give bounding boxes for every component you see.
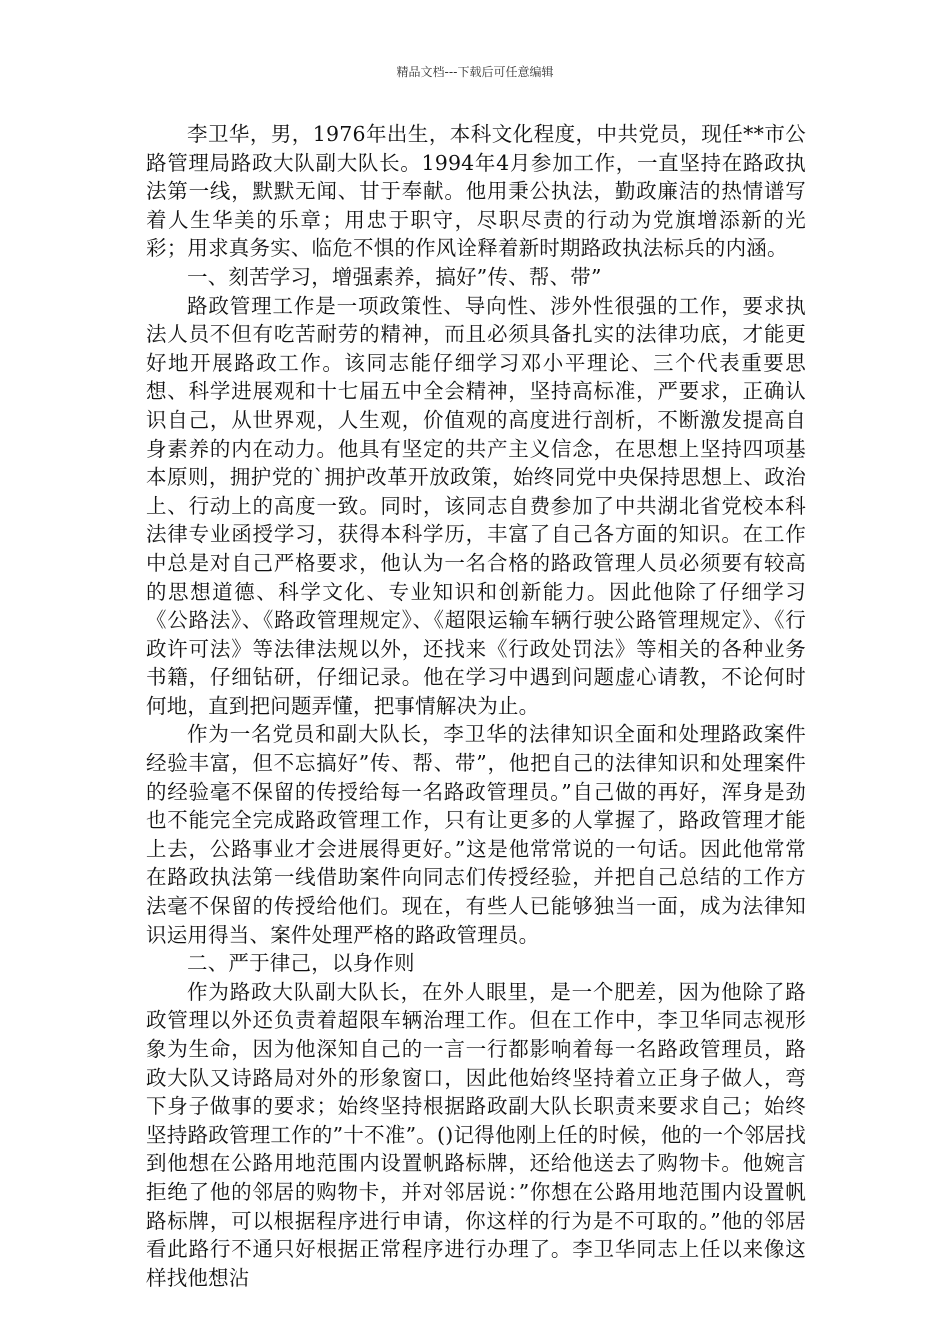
paragraph-discipline: 作为路政大队副大队长，在外人眼里，是一个肥差，因为他除了路政管理以外还负责着超限车辆治理工作。但在工作中，李卫华同志视形象为生命，因为他深知自己的一言一行都影响着每一名路政管理员，路政大队又诗路局对外的形象窗口，因此他始终坚持着立正身子做人，弯下身子做事的要求；始终坚持根据路政副大队长职责来要求自己；始终坚持路政管理工作的”十不准”。()记得他刚上任的时候，他的一个邻居找到他想在公路用地范围内设置帆路标牌，还给他送去了购物卡。他婉言拒绝了他的邻居的购物卡，并对邻居说：”你想在公路用地范围内设置帆路标牌，可以根据程序进行申请，你这样的行为是不可取的。”他的邻居看此路行不通只好根据正常程序进行办理了。李卫华同志上任以来像这样找他想沾 — [146, 979, 806, 1290]
paragraph-intro: 李卫华，男，1976年出生，本科文化程度，中共党员，现任**市公路管理局路政大队副大队长。1994年4月参加工作，一直坚持在路政执法第一线，默默无闻、甘于奉献。他用秉公执法，勤政廉洁的热情谱写着人生华美的乐章；用忠于职守，尽职尽责的行动为党旗增添新的光彩；用求真务实、临危不惧的作风诠释着新时期路政执法标兵的内涵。 — [146, 122, 806, 261]
section-heading-2: 二、严于律己，以身作则 — [187, 951, 415, 976]
paragraph-mentoring: 作为一名党员和副大队长，李卫华的法律知识全面和处理路政案件经验丰富，但不忘搞好”传、帮、带”，他把自己的法律知识和处理案件的经验毫不保留的传授给每一名路政管理员。”自己做的再好，浑身是劲也不能完全完成路政管理工作，只有让更多的人掌握了，路政管理才能上去，公路事业才会进展得更好。”这是他常常说的一句话。因此他常常在路政执法第一线借助案件向同志们传授经验，并把自己总结的工作方法毫不保留的传授给他们。现在，有些人已能够独当一面，成为法律知识运用得当、案件处理严格的路政管理员。 — [146, 722, 806, 947]
section-heading-1: 一、刻苦学习，增强素养，搞好”传、帮、带” — [187, 264, 602, 289]
paragraph-study: 路政管理工作是一项政策性、导向性、涉外性很强的工作，要求执法人员不但有吃苦耐劳的精神，而且必须具备扎实的法律功底，才能更好地开展路政工作。该同志能仔细学习邓小平理论、三个代表重要思想、科学进展观和十七届五中全会精神，坚持高标准，严要求，正确认识自己，从世界观，人生观，价值观的高度进行剖析，不断激发提高自身素养的内在动力。他具有坚定的共产主义信念，在思想上坚持四项基本原则，拥护党的`拥护改革开放政策，始终同党中央保持思想上、政治上、行动上的高度一致。同时，该同志自费参加了中共湖北省党校本科法律专业函授学习，获得本科学历，丰富了自己各方面的知识。在工作中总是对自己严格要求，他认为一名合格的路政管理人员必须要有较高的思想道德、科学文化、专业知识和创新能力。因此他除了仔细学习《公路法》、《路政管理规定》、《超限运输车辆行驶公路管理规定》、《行政许可法》等法律法规以外，还找来《行政处罚法》等相关的各种业务书籍，仔细钻研，仔细记录。他在学习中遇到问题虚心请教，不论何时何地，直到把问题弄懂，把事情解决为止。 — [146, 293, 806, 718]
document-body — [146, 120, 806, 1292]
page-header: 精品文档---下载后可任意编辑 — [396, 65, 554, 79]
